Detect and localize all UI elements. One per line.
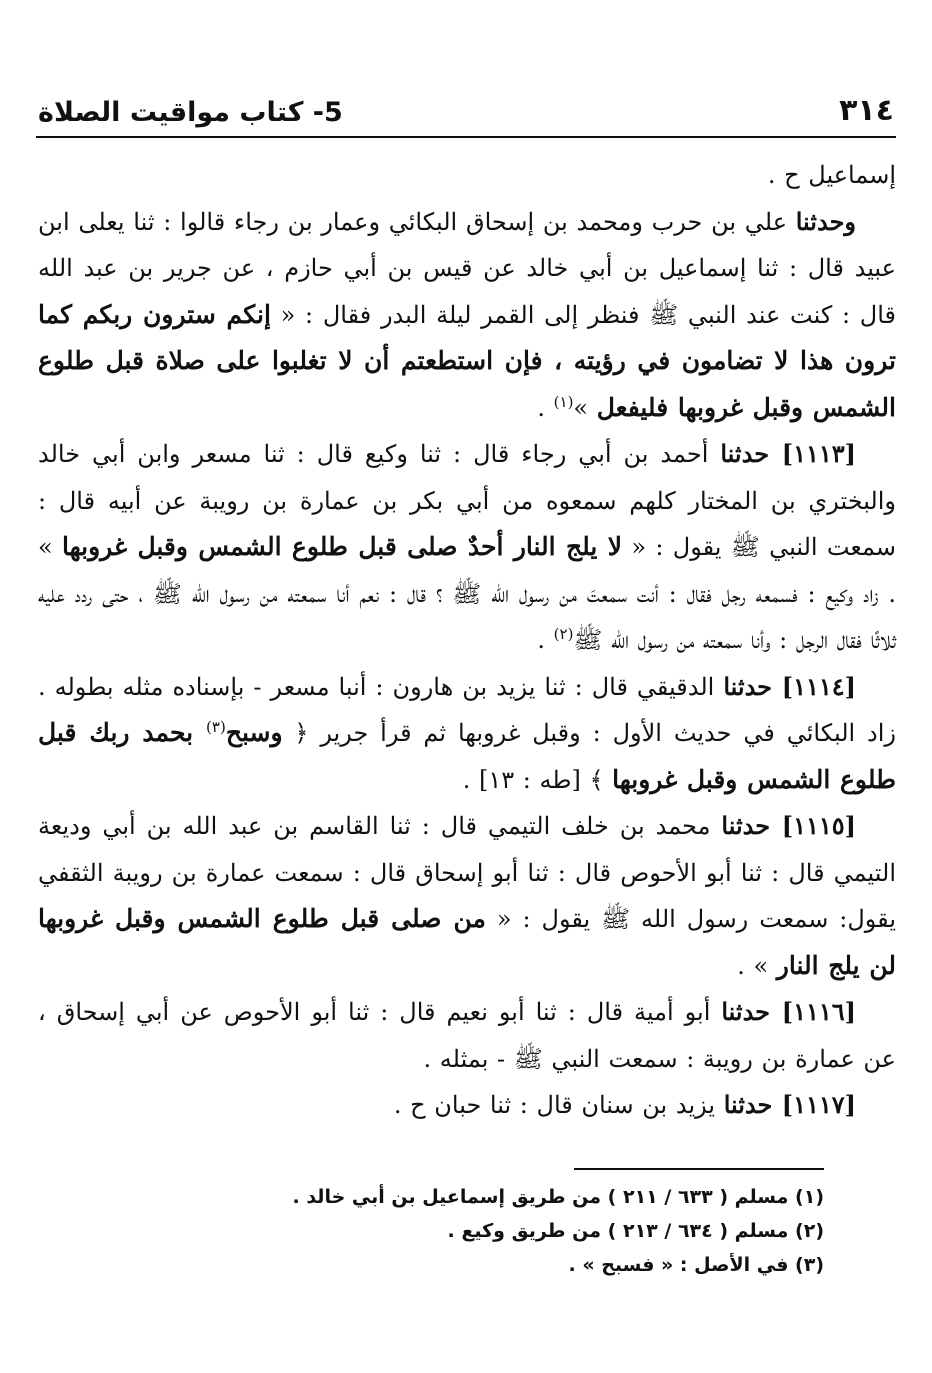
footnote-ref-2: (٢) xyxy=(553,625,574,643)
hadith-number: [١١١٣] حدثنا xyxy=(720,439,856,468)
footnote-1: (١) مسلم ( ٦٣٣ / ٢١١ ) من طريق إسماعيل بن أبي خالد . xyxy=(292,1186,824,1208)
hadith-matn: لا يلج النار أحدٌ صلى قبل طلوع الشمس وقبل غروبها xyxy=(62,532,623,561)
paragraph-text: إسماعيل ح . xyxy=(767,161,896,189)
footnote-2: (٢) مسلم ( ٦٣٤ / ٢١٣ ) من طريق وكيع . xyxy=(447,1220,824,1242)
running-head xyxy=(38,84,894,128)
hadith-number: [١١١٥] حدثنا xyxy=(721,811,856,840)
paragraph-hadith-1116 xyxy=(38,989,896,1082)
paragraph-end: » . xyxy=(737,951,777,980)
footnote-3: (٣) في الأصل : « فسبح » . xyxy=(568,1254,824,1276)
paragraph-hadith-jarir xyxy=(38,199,896,432)
footnotes xyxy=(40,1180,824,1282)
chapter-title: 5- كتاب مواقيت الصلاة xyxy=(38,97,343,128)
hadith-number: [١١١٦] حدثنا xyxy=(721,997,856,1026)
paragraph-hadith-1114 xyxy=(38,664,896,804)
hadith-matn: من صلى قبل طلوع الشمس وقبل غروبها لن يلج النار xyxy=(38,904,896,980)
paragraph-isnad-end xyxy=(38,152,896,199)
header-divider xyxy=(36,136,896,138)
page-number: ٣١٤ xyxy=(839,93,894,128)
footnote-ref-1: (١) xyxy=(553,392,574,411)
isnad-text: أبو أمية قال : ثنا أبو نعيم قال : ثنا أبو الأحوص عن أبي إسحاق ، عن عمارة بن رويبة : سمعت النبي ﷺ - بمثله . xyxy=(38,998,896,1073)
paragraph-hadith-1113 xyxy=(38,431,896,664)
paragraph-hadith-1117 xyxy=(38,1082,896,1129)
hadith-number: [١١١٤] حدثنا xyxy=(723,671,856,701)
footnote-ref-3: (٣) xyxy=(206,718,226,736)
isnad-text: علي بن حرب ومحمد بن إسحاق البكائي وعمار بن رجاء قالوا : ثنا يعلى ابن عبيد قال : ثنا إسماعيل بن أبي خالد عن قيس بن أبي حازم ، عن جرير بن عبد الله قال : كنت عند النبي ﷺ فنظر إلى القمر ليلة البدر فقال : « xyxy=(38,207,897,329)
quran-verse-start: وسبح xyxy=(225,718,283,747)
paragraph-text: » . زاد وكيع : فسمعه رجل فقال : أنت سمعتَ من رسول الله ﷺ ؟ قال : نعم أنا سمعته من رسول الله ﷺ ، حتى ردد عليه ثلاثًا فقال الرجل : وأنا سمعته من رسول الله ﷺ xyxy=(38,533,896,654)
quote-close: » xyxy=(573,393,597,422)
hadith-matn: إنكم سترون ربكم كما ترون هذا لا تضامون في رؤيته ، فإن استطعتم أن لا تغلبوا على صلاة قبل طلوع الشمس وقبل غروبها فليفعل xyxy=(38,299,896,422)
main-text xyxy=(38,152,896,1129)
isnad-text: الدقيقي قال : ثنا يزيد بن هارون : أنبا مسعر - بإسناده مثله بطوله . زاد البكائي في حديث الأول : وقبل غروبها ثم قرأ جرير ﴿ xyxy=(38,672,896,747)
footnote-divider xyxy=(574,1168,824,1170)
hadith-lead: وحدثنا xyxy=(795,206,856,236)
isnad-text: أحمد بن أبي رجاء قال : ثنا وكيع قال : ثنا مسعر وابن أبي خالد والبختري بن المختار كلهم سمعوه من أبي بكر بن عمارة بن رويبة عن أبيه قال : سمعت النبي ﷺ يقول : « xyxy=(38,440,897,561)
paragraph-hadith-1115 xyxy=(38,803,896,989)
quran-verse: بحمد ربك قبل طلوع الشمس وقبل غروبها xyxy=(38,718,896,794)
paragraph-end: . xyxy=(537,626,554,654)
verse-citation: ﴾ [طه : ١٣] . xyxy=(462,765,613,794)
hadith-number: [١١١٧] حدثنا xyxy=(723,1090,856,1119)
paragraph-end: . xyxy=(537,393,554,422)
isnad-text: يزيد بن سنان قال : ثنا حبان ح . xyxy=(393,1091,724,1119)
isnad-text: محمد بن خلف التيمي قال : ثنا القاسم بن عبد الله بن أبي وديعة التيمي قال : ثنا أبو الأحوص قال : ثنا أبو إسحاق قال : سمعت عمارة بن رويبة الثقفي يقول: سمعت رسول الله ﷺ يقول : « xyxy=(38,812,896,933)
